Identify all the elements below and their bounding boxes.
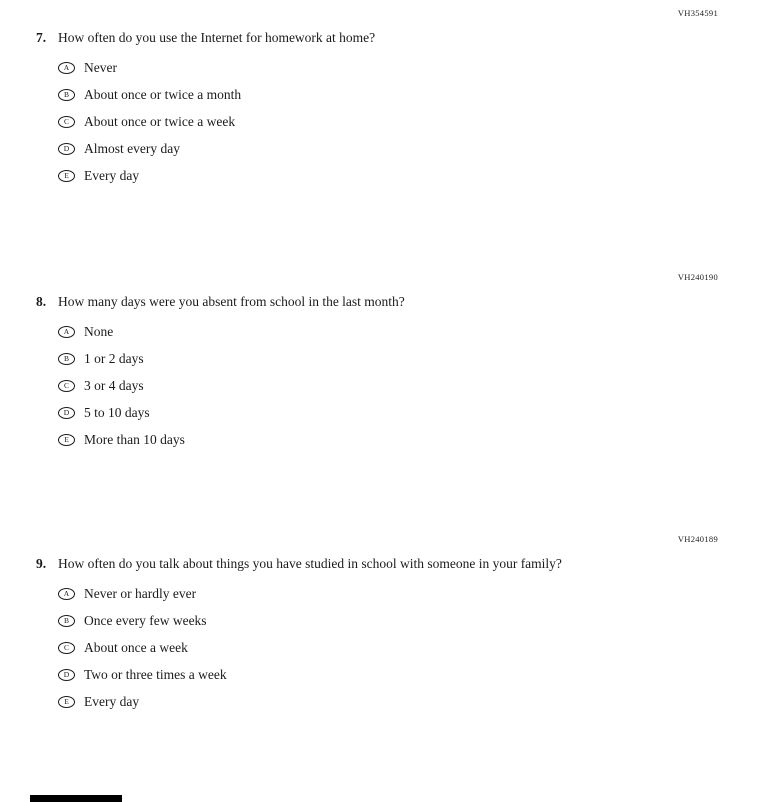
question-number: 7. <box>36 30 47 45</box>
answer-option-label: Never or hardly ever <box>84 586 197 601</box>
answer-option-label: Never <box>84 60 117 75</box>
question-text: How many days were you absent from school in the last month? <box>58 294 405 309</box>
question-block-7 <box>0 8 759 190</box>
answer-option[interactable] <box>58 581 759 608</box>
answer-bubble-icon[interactable]: B <box>58 353 75 365</box>
answer-bubble-icon[interactable]: D <box>58 143 75 155</box>
answer-bubble-icon[interactable]: C <box>58 116 75 128</box>
question-text: How often do you talk about things you have studied in school with someone in your family? <box>58 556 562 571</box>
answer-option[interactable] <box>58 373 759 400</box>
options-list <box>58 55 759 190</box>
options-list <box>58 319 759 454</box>
options-list <box>58 581 759 716</box>
answer-option-label: Two or three times a week <box>84 667 227 682</box>
answer-bubble-icon[interactable]: A <box>58 588 75 600</box>
answer-option[interactable] <box>58 400 759 427</box>
answer-bubble-icon[interactable]: B <box>58 615 75 627</box>
answer-option[interactable] <box>58 136 759 163</box>
answer-option-label: None <box>84 324 114 339</box>
answer-bubble-icon[interactable]: C <box>58 642 75 654</box>
question-code: VH240189 <box>677 534 718 544</box>
question-number: 8. <box>36 294 47 309</box>
answer-option-label: Every day <box>84 168 140 183</box>
answer-option[interactable] <box>58 319 759 346</box>
answer-bubble-icon[interactable]: D <box>58 407 75 419</box>
answer-option[interactable] <box>58 163 759 190</box>
question-code: VH240190 <box>677 272 718 282</box>
answer-option-label: Almost every day <box>84 141 180 156</box>
answer-option-label: Once every few weeks <box>84 613 207 628</box>
answer-option[interactable] <box>58 427 759 454</box>
answer-bubble-icon[interactable]: C <box>58 380 75 392</box>
answer-option[interactable] <box>58 662 759 689</box>
question-code: VH354591 <box>677 8 718 18</box>
question-number: 9. <box>36 556 47 571</box>
question-block-9 <box>0 534 759 716</box>
page-footer-bar <box>30 795 122 802</box>
question-stem <box>0 294 759 310</box>
answer-option-label: About once a week <box>84 640 188 655</box>
answer-option[interactable] <box>58 608 759 635</box>
answer-option[interactable] <box>58 689 759 716</box>
question-block-8 <box>0 272 759 454</box>
answer-option-label: 5 to 10 days <box>84 405 150 420</box>
answer-option-label: More than 10 days <box>84 432 185 447</box>
question-stem <box>0 30 759 46</box>
answer-bubble-icon[interactable]: B <box>58 89 75 101</box>
answer-option-label: Every day <box>84 694 140 709</box>
answer-bubble-icon[interactable]: E <box>58 434 75 446</box>
answer-option-label: 1 or 2 days <box>84 351 144 366</box>
answer-option-label: About once or twice a week <box>84 114 236 129</box>
answer-option[interactable] <box>58 109 759 136</box>
answer-option[interactable] <box>58 55 759 82</box>
answer-option[interactable] <box>58 346 759 373</box>
question-stem <box>0 556 759 572</box>
answer-bubble-icon[interactable]: A <box>58 62 75 74</box>
answer-bubble-icon[interactable]: E <box>58 696 75 708</box>
answer-option[interactable] <box>58 82 759 109</box>
answer-option[interactable] <box>58 635 759 662</box>
answer-bubble-icon[interactable]: D <box>58 669 75 681</box>
answer-bubble-icon[interactable]: A <box>58 326 75 338</box>
answer-option-label: 3 or 4 days <box>84 378 144 393</box>
answer-option-label: About once or twice a month <box>84 87 242 102</box>
question-text: How often do you use the Internet for homework at home? <box>58 30 376 45</box>
answer-bubble-icon[interactable]: E <box>58 170 75 182</box>
